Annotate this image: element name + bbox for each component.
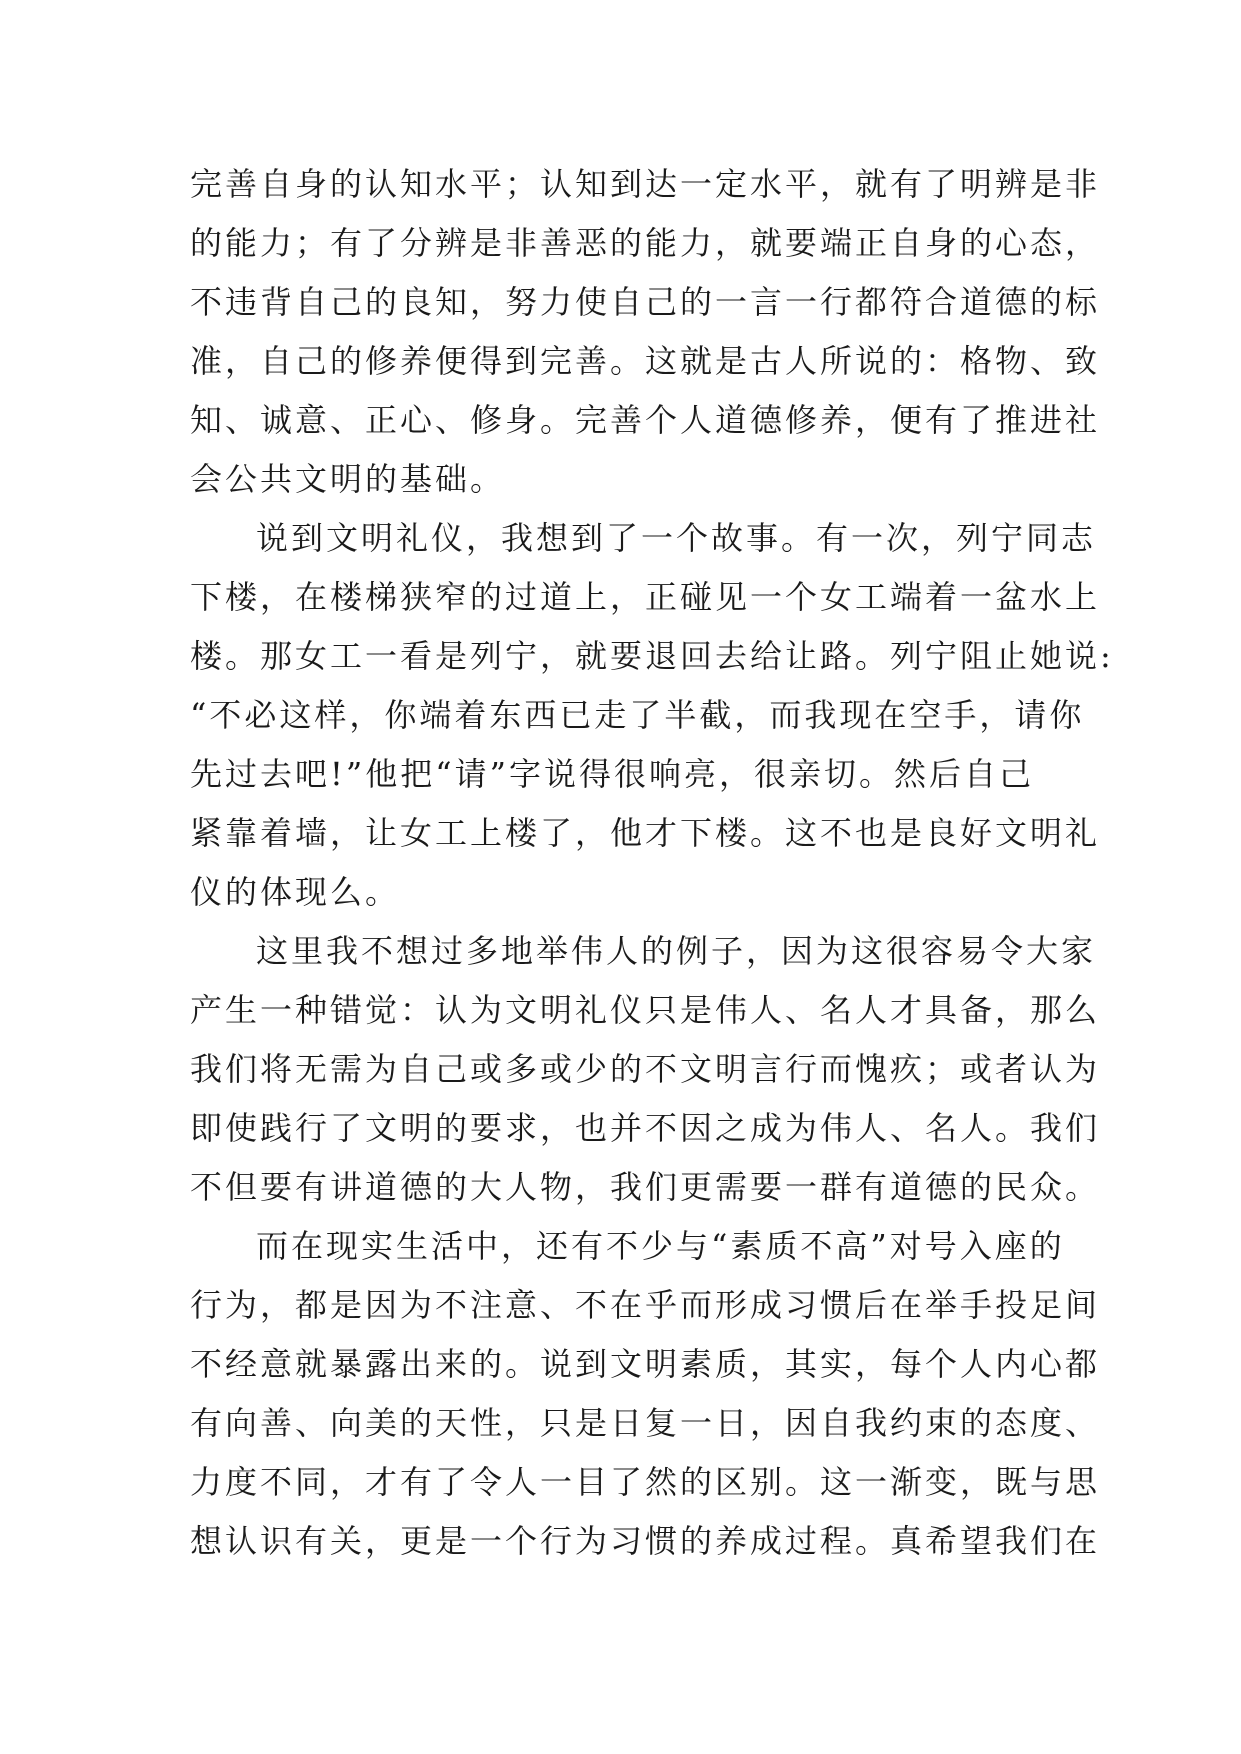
text-line: 下楼，在楼梯狭窄的过道上，正碰见一个女工端着一盆水上 — [190, 578, 1101, 616]
text-line: 我们将无需为自己或多或少的不文明言行而愧疚；或者认为 — [190, 1050, 1101, 1088]
text-line: 知、诚意、正心、修身。完善个人道德修养，便有了推进社 — [190, 401, 1101, 439]
text-line: 不但要有讲道德的大人物，我们更需要一群有道德的民众。 — [190, 1168, 1101, 1206]
text-line: 不违背自己的良知，努力使自己的一言一行都符合道德的标 — [190, 283, 1101, 321]
text-line: 楼。那女工一看是列宁，就要退回去给让路。列宁阻止她说: — [190, 637, 1114, 675]
text-line: 而在现实生活中，还有不少与“素质不高”对号入座的 — [256, 1227, 1065, 1265]
text-line: 行为，都是因为不注意、不在乎而形成习惯后在举手投足间 — [190, 1286, 1101, 1324]
paragraph-3 — [190, 922, 1101, 1217]
text-line: 完善自身的认知水平；认知到达一定水平，就有了明辨是非 — [190, 165, 1101, 203]
paragraph-4 — [190, 1217, 1101, 1571]
text-line: 想认识有关，更是一个行为习惯的养成过程。真希望我们在 — [190, 1522, 1101, 1560]
text-line: 仪的体现么。 — [190, 873, 401, 911]
text-line: 准，自己的修养便得到完善。这就是古人所说的：格物、致 — [190, 342, 1101, 380]
text-line: 产生一种错觉：认为文明礼仪只是伟人、名人才具备，那么 — [190, 991, 1101, 1029]
text-line: “不必这样，你端着东西已走了半截，而我现在空手，请你 — [190, 696, 1085, 734]
body-text — [190, 155, 1114, 1571]
paragraph-1 — [190, 155, 1101, 509]
text-line: 力度不同，才有了令人一目了然的区别。这一渐变，既与思 — [190, 1463, 1101, 1501]
text-line: 即使践行了文明的要求，也并不因之成为伟人、名人。我们 — [190, 1109, 1101, 1147]
text-line: 的能力；有了分辨是非善恶的能力，就要端正自身的心态， — [190, 224, 1101, 262]
text-line: 会公共文明的基础。 — [190, 460, 506, 498]
paragraph-2 — [190, 509, 1114, 922]
text-line: 不经意就暴露出来的。说到文明素质，其实，每个人内心都 — [190, 1345, 1101, 1383]
text-line: 有向善、向美的天性，只是日复一日，因自我约束的态度、 — [190, 1404, 1101, 1442]
text-line: 说到文明礼仪，我想到了一个故事。有一次，列宁同志 — [256, 519, 1097, 557]
text-line: 紧靠着墙，让女工上楼了，他才下楼。这不也是良好文明礼 — [190, 814, 1101, 852]
text-line: 先过去吧!”他把“请”字说得很响亮，很亲切。然后自己 — [190, 755, 1034, 793]
text-line: 这里我不想过多地举伟人的例子，因为这很容易令大家 — [256, 932, 1097, 970]
